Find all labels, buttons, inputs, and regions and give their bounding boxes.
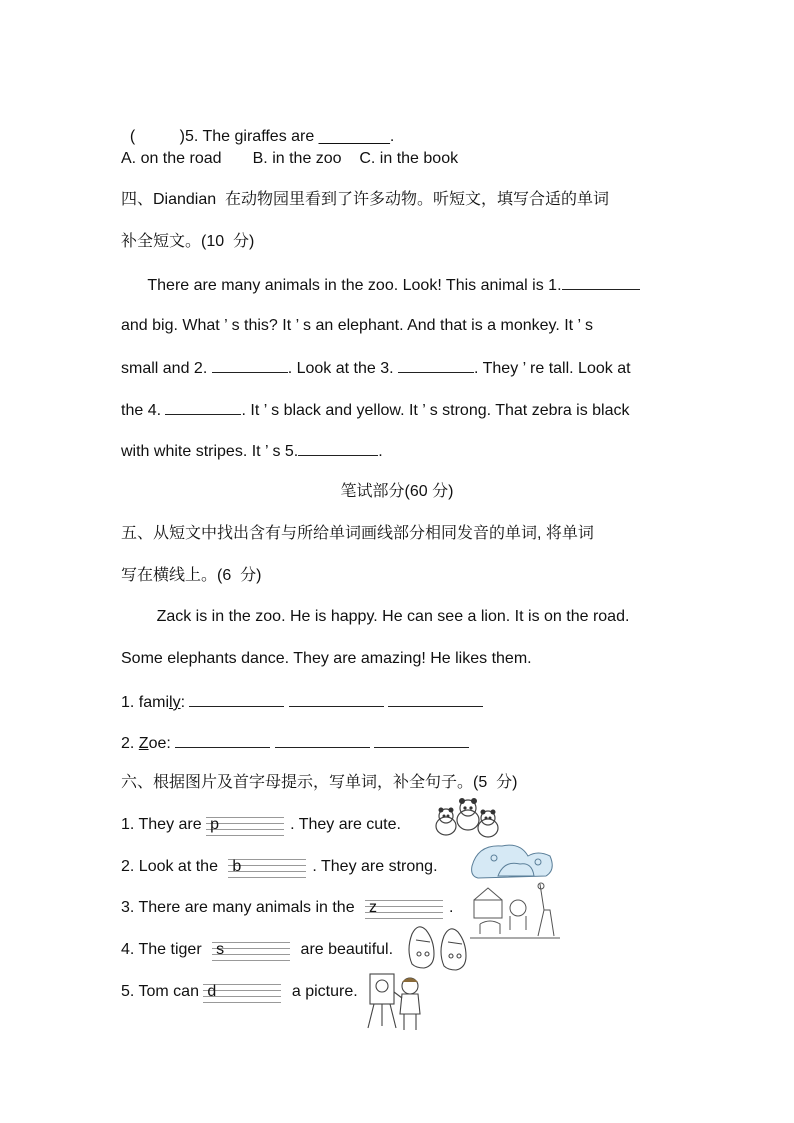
section-6-item-5 [121, 982, 358, 1002]
initial-letter: d [207, 983, 217, 1000]
initial-letter: z [369, 899, 378, 916]
four-line-blank[interactable] [365, 898, 443, 918]
section-6-item-1 [121, 815, 401, 835]
initial-letter: p [210, 816, 219, 833]
item-text: : [180, 694, 190, 711]
item-text: . They are strong. [312, 858, 438, 876]
underlined-sound: ly [169, 694, 181, 711]
fill-blank-1[interactable] [562, 274, 640, 290]
fill-blank-5[interactable] [298, 440, 378, 456]
item-text: 1. fami [121, 694, 170, 711]
passage-text: . [378, 443, 383, 460]
passage-text: . Look at the 3. [287, 360, 399, 377]
passage-text: There are many animals in the zoo. Look! This animal is 1. [121, 277, 562, 294]
four-line-blank[interactable] [203, 982, 281, 1002]
item-text: 1. They are [121, 816, 207, 834]
item-text: 2. [121, 735, 139, 752]
boy-drawing-picture [364, 964, 428, 1034]
four-line-blank[interactable] [212, 940, 290, 960]
section-5-passage: Some elephants dance. They are amazing! He likes them. [121, 650, 532, 667]
section-4-title-cont: 补全短文。(10 分) [121, 233, 255, 250]
section-5-item-2 [121, 732, 469, 754]
section-5-item-1 [121, 691, 483, 713]
zoo-animals-picture [470, 880, 560, 940]
underlined-sound: Z [138, 735, 149, 752]
question-5-stem: 5. The giraffes are ________. [185, 128, 395, 145]
four-line-blank[interactable] [206, 815, 284, 835]
four-line-blank[interactable] [228, 857, 306, 877]
section-5-passage: Zack is in the zoo. He is happy. He can see a lion. It is on the road. [121, 608, 630, 625]
section-6-item-2 [121, 857, 438, 877]
item-text: are beautiful. [296, 941, 394, 959]
fill-blank-2[interactable] [212, 357, 288, 373]
answer-blank[interactable] [289, 691, 384, 707]
passage-line [121, 399, 630, 421]
item-text: a picture. [287, 983, 358, 1001]
passage-text: small and 2. [121, 360, 212, 377]
passage-line [121, 440, 383, 462]
item-text: 2. Look at the [121, 858, 223, 876]
bears-picture [468, 836, 556, 882]
item-text: 4. The tiger [121, 941, 207, 959]
answer-blank[interactable] [175, 732, 270, 748]
passage-line [121, 357, 631, 379]
answer-blank[interactable] [374, 732, 469, 748]
initial-letter: s [216, 941, 225, 958]
section-5-title: 五、从短文中找出含有与所给单词画线部分相同发音的单词, 将单词 [121, 525, 594, 542]
question-5-options: A. on the road B. in the zoo C. in the book [121, 150, 459, 167]
answer-blank[interactable] [275, 732, 370, 748]
passage-text: with white stripes. It ’ s 5. [121, 443, 299, 460]
item-text: 5. Tom can [121, 983, 204, 1001]
passage-text: . They ’ re tall. Look at [474, 360, 631, 377]
written-section-heading: 笔试部分(60 分) [340, 483, 454, 500]
item-text: . [449, 899, 454, 917]
section-6-item-3 [121, 898, 454, 918]
answer-paren: ( ) [129, 128, 185, 145]
passage-text: the 4. [121, 402, 166, 419]
question-5 [121, 107, 394, 147]
answer-blank[interactable] [388, 691, 483, 707]
item-text: . They are cute. [290, 816, 401, 834]
passage-line: and big. What ’ s this? It ’ s an elephant. And that is a monkey. It ’ s [121, 317, 593, 334]
section-6-title: 六、根据图片及首字母提示，写单词，补全句子。(5 分) [121, 774, 518, 791]
answer-blank[interactable] [189, 691, 284, 707]
item-text: 3. There are many animals in the [121, 899, 360, 917]
item-text: oe: [148, 735, 176, 752]
fill-blank-4[interactable] [165, 399, 241, 415]
section-6-item-4 [121, 940, 393, 960]
initial-letter: b [232, 858, 242, 875]
section-5-title-cont: 写在横线上。(6 分) [121, 567, 262, 584]
passage-line [121, 274, 640, 296]
fill-blank-3[interactable] [398, 357, 474, 373]
passage-text: . It ’ s black and yellow. It ’ s strong. That zebra is black [241, 402, 630, 419]
section-4-title: 四、Diandian 在动物园里看到了许多动物。听短文，填写合适的单词 [121, 191, 610, 208]
